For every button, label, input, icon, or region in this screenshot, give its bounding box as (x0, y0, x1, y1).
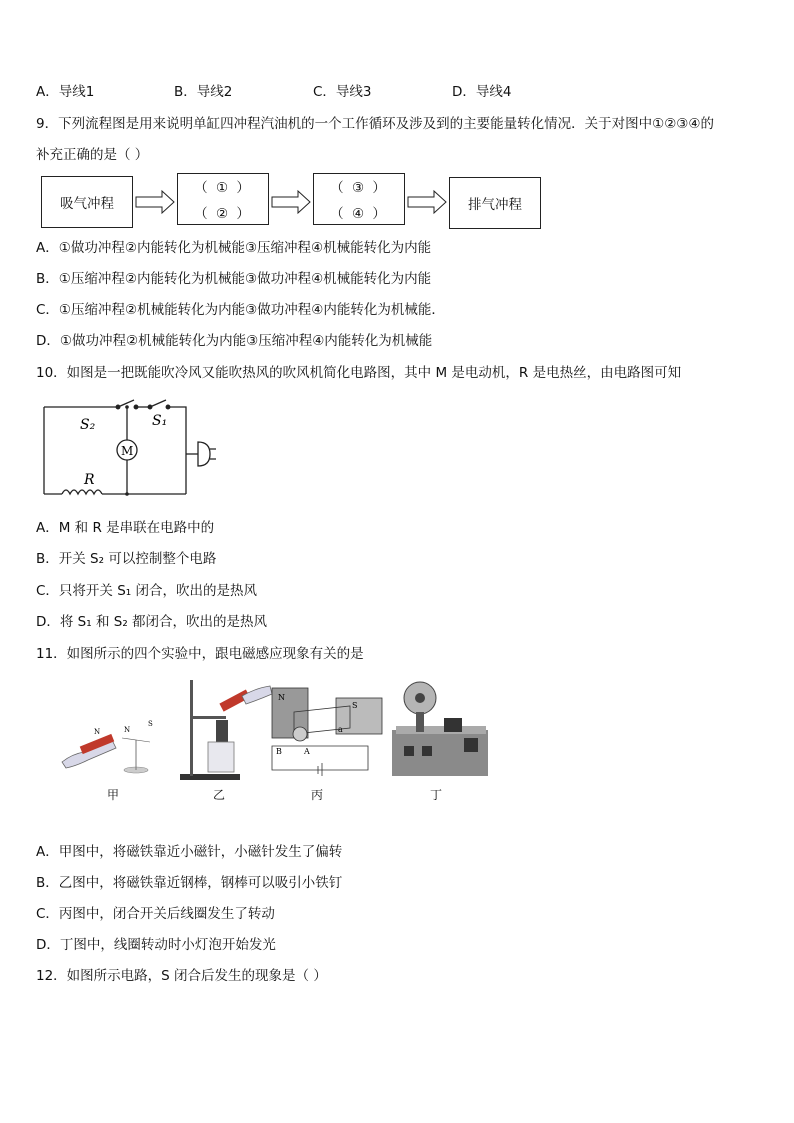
q11-option-d: D．丁图中，线圈转动时小灯泡开始发光 (36, 937, 276, 953)
q9-option-c: C．①压缩冲程②机械能转化为内能③做功冲程④内能转化为机械能． (36, 302, 445, 318)
q8-option-d: D．导线4 (452, 84, 512, 100)
flow-arrow-1 (136, 191, 174, 213)
q10-circuit-diagram (38, 398, 218, 502)
q11-option-a: A．甲图中，将磁铁靠近小磁针，小磁针发生了偏转 (36, 844, 343, 860)
flow-blank-3: （ ③ ） (330, 180, 388, 196)
q8-option-a: A．导线1 (36, 84, 95, 100)
q11-figures (50, 676, 490, 786)
figure-jia (62, 720, 153, 773)
q11-option-b: B．乙图中，将磁铁靠近钢棒，钢棒可以吸引小铁钉 (36, 875, 343, 891)
flow-arrows (0, 0, 794, 240)
flow-blank-1: （ ① ） (194, 180, 252, 196)
fig-bing-s: S (352, 701, 358, 710)
flow-box-exhaust: 排气冲程 (449, 177, 541, 229)
label-motor: M (121, 444, 134, 458)
q10-option-a: A．M 和 R 是串联在电路中的 (36, 520, 215, 536)
svg-text:S: S (148, 720, 153, 728)
q10-stem: 10．如图是一把既能吹冷风又能吹热风的吹风机简化电路图，其中 M 是电动机，R 是电热丝，由电路图可知 (36, 365, 682, 381)
q9-option-d: D．①做功冲程②机械能转化为内能③压缩冲程④内能转化为机械能 (36, 333, 433, 349)
figure-label-bing: 丙 (311, 788, 324, 802)
figure-label-ding: 丁 (430, 788, 443, 802)
figure-label-jia: 甲 (107, 788, 120, 802)
flow-arrow-2 (272, 191, 310, 213)
q10-option-c: C．只将开关 S₁ 闭合，吹出的是热风 (36, 583, 257, 599)
flow-blank-2: （ ② ） (194, 206, 252, 222)
figure-label-yi: 乙 (213, 788, 226, 802)
flow-blank-4: （ ④ ） (330, 206, 388, 222)
q10-option-d: D．将 S₁ 和 S₂ 都闭合，吹出的是热风 (36, 614, 268, 630)
fig-bing-b: B (276, 747, 282, 756)
figure-bing (272, 688, 382, 776)
label-s2: S₂ (80, 417, 96, 433)
q11-stem: 11．如图所示的四个实验中，跟电磁感应现象有关的是 (36, 646, 364, 662)
q9-stem-line1: 9．下列流程图是用来说明单缸四冲程汽油机的一个工作循环及涉及到的主要能量转化情况．关于对图中①②③④的 (36, 116, 714, 132)
fig-bing-a2: a (338, 725, 343, 734)
figure-yi (180, 680, 272, 780)
q8-option-b: B．导线2 (174, 84, 233, 100)
label-s1: S₁ (152, 413, 168, 429)
q9-option-a: A．①做功冲程②内能转化为机械能③压缩冲程④机械能转化为内能 (36, 240, 432, 256)
figure-ding (392, 682, 488, 776)
fig-bing-a: A (304, 747, 310, 756)
q9-option-b: B．①压缩冲程②内能转化为机械能③做功冲程④机械能转化为内能 (36, 271, 432, 287)
q8-option-c: C．导线3 (313, 84, 372, 100)
flow-box-intake: 吸气冲程 (41, 176, 133, 228)
q11-option-c: C．丙图中，闭合开关后线圈发生了转动 (36, 906, 275, 922)
svg-text:N: N (124, 726, 131, 734)
q10-option-b: B．开关 S₂ 可以控制整个电路 (36, 551, 217, 567)
flow-arrow-3 (408, 191, 446, 213)
q12-stem: 12．如图所示电路，S 闭合后发生的现象是（ ） (36, 968, 327, 984)
label-r: R (84, 472, 95, 488)
fig-bing-n: N (278, 693, 285, 702)
svg-text:N: N (94, 728, 101, 736)
q9-stem-line2: 补充正确的是（ ） (36, 147, 149, 163)
